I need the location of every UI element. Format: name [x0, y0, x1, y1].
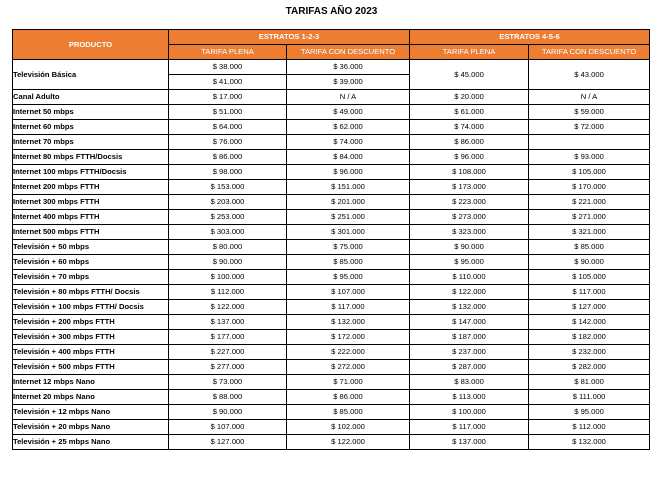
row-label: Internet 20 mbps Nano — [13, 390, 169, 405]
header-tarifa-descuento-1: TARIFA CON DESCUENTO — [287, 45, 410, 60]
cell-e456-plena: $ 20.000 — [410, 90, 529, 105]
cell-e456-plena: $ 86.000 — [410, 135, 529, 150]
header-producto: PRODUCTO — [13, 30, 169, 60]
table-row — [13, 225, 650, 240]
row-label: Televisión + 500 mbps FTTH — [13, 360, 169, 375]
cell-e456-plena: $ 100.000 — [410, 405, 529, 420]
cell-e456-plena: $ 95.000 — [410, 255, 529, 270]
cell-e456-plena: $ 90.000 — [410, 240, 529, 255]
table-row — [13, 150, 650, 165]
cell-e123-descuento: $ 122.000 — [287, 435, 410, 450]
cell-e456-plena: $ 45.000 — [410, 60, 529, 90]
table-row — [13, 435, 650, 450]
row-label: Internet 500 mbps FTTH — [13, 225, 169, 240]
table-row — [13, 240, 650, 255]
cell-e123-plena: $ 64.000 — [169, 120, 287, 135]
table-row — [13, 300, 650, 315]
table-row — [13, 135, 650, 150]
cell-e456-descuento: $ 232.000 — [529, 345, 650, 360]
cell-e123-descuento: $ 96.000 — [287, 165, 410, 180]
cell-e123-descuento: $ 107.000 — [287, 285, 410, 300]
table-row — [13, 120, 650, 135]
cell-e123-descuento: $ 75.000 — [287, 240, 410, 255]
cell-e123-plena: $ 90.000 — [169, 255, 287, 270]
cell-e456-plena: $ 323.000 — [410, 225, 529, 240]
row-label: Canal Adulto — [13, 90, 169, 105]
cell-e456-descuento: $ 81.000 — [529, 375, 650, 390]
cell-e456-descuento — [529, 135, 650, 150]
cell-e456-plena: $ 132.000 — [410, 300, 529, 315]
cell-e456-plena: $ 287.000 — [410, 360, 529, 375]
table-row — [13, 90, 650, 105]
cell-e123-plena: $ 127.000 — [169, 435, 287, 450]
cell-e456-descuento: $ 111.000 — [529, 390, 650, 405]
row-label: Televisión + 80 mbps FTTH/ Docsis — [13, 285, 169, 300]
cell-e456-descuento: $ 321.000 — [529, 225, 650, 240]
row-label: Televisión + 12 mbps Nano — [13, 405, 169, 420]
table-row — [13, 345, 650, 360]
cell-e123-descuento: $ 85.000 — [287, 255, 410, 270]
cell-e123-plena: $ 177.000 — [169, 330, 287, 345]
cell-e456-descuento: $ 282.000 — [529, 360, 650, 375]
cell-e456-plena: $ 61.000 — [410, 105, 529, 120]
row-label: Internet 70 mbps — [13, 135, 169, 150]
row-label: Internet 100 mbps FTTH/Docsis — [13, 165, 169, 180]
cell-e456-descuento: $ 105.000 — [529, 270, 650, 285]
row-label: Televisión + 400 mbps FTTH — [13, 345, 169, 360]
cell-e456-descuento: N / A — [529, 90, 650, 105]
cell-e123-plena: $ 17.000 — [169, 90, 287, 105]
cell-e123-descuento: $ 62.000 — [287, 120, 410, 135]
cell-e123-plena: $ 100.000 — [169, 270, 287, 285]
row-label: Televisión + 20 mbps Nano — [13, 420, 169, 435]
cell-e456-plena: $ 113.000 — [410, 390, 529, 405]
cell-e456-plena: $ 173.000 — [410, 180, 529, 195]
table-row — [13, 270, 650, 285]
table-row — [13, 405, 650, 420]
cell-e123-plena: $ 86.000 — [169, 150, 287, 165]
cell-e456-descuento: $ 85.000 — [529, 240, 650, 255]
header-tarifa-plena-1: TARIFA PLENA — [169, 45, 287, 60]
cell-e123-plena: $ 137.000 — [169, 315, 287, 330]
cell-e123-descuento: $ 172.000 — [287, 330, 410, 345]
table-row — [13, 195, 650, 210]
cell-e456-descuento: $ 271.000 — [529, 210, 650, 225]
cell-e456-descuento: $ 72.000 — [529, 120, 650, 135]
cell-e456-plena: $ 83.000 — [410, 375, 529, 390]
cell-e123-descuento: $ 251.000 — [287, 210, 410, 225]
row-label: Internet 60 mbps — [13, 120, 169, 135]
header-estratos-1-2-3: ESTRATOS 1-2-3 — [169, 30, 410, 45]
row-label: Televisión + 50 mbps — [13, 240, 169, 255]
table-row — [13, 360, 650, 375]
table-row — [13, 165, 650, 180]
cell-e456-plena: $ 147.000 — [410, 315, 529, 330]
cell-e123-descuento: $ 272.000 — [287, 360, 410, 375]
row-label: Televisión + 60 mbps — [13, 255, 169, 270]
table-row — [13, 105, 650, 120]
row-label: Internet 400 mbps FTTH — [13, 210, 169, 225]
cell-e123-descuento: $ 36.000 — [287, 60, 410, 75]
cell-e123-plena: $ 73.000 — [169, 375, 287, 390]
row-label: Internet 80 mbps FTTH/Docsis — [13, 150, 169, 165]
cell-e123-descuento: $ 84.000 — [287, 150, 410, 165]
table-row — [13, 375, 650, 390]
cell-e456-plena: $ 187.000 — [410, 330, 529, 345]
cell-e123-plena: $ 112.000 — [169, 285, 287, 300]
cell-e123-plena: $ 51.000 — [169, 105, 287, 120]
cell-e456-plena: $ 273.000 — [410, 210, 529, 225]
table-row — [13, 255, 650, 270]
row-label: Televisión Básica — [13, 60, 169, 90]
table-row — [13, 285, 650, 300]
cell-e123-plena: $ 253.000 — [169, 210, 287, 225]
cell-e456-descuento: $ 112.000 — [529, 420, 650, 435]
cell-e456-descuento: $ 90.000 — [529, 255, 650, 270]
cell-e456-descuento: $ 105.000 — [529, 165, 650, 180]
cell-e456-descuento: $ 142.000 — [529, 315, 650, 330]
cell-e123-plena: $ 107.000 — [169, 420, 287, 435]
header-estratos-4-5-6: ESTRATOS 4-5-6 — [410, 30, 650, 45]
table-row — [13, 180, 650, 195]
header-row-groups — [13, 30, 650, 45]
cell-e123-plena: $ 277.000 — [169, 360, 287, 375]
cell-e456-descuento: $ 43.000 — [529, 60, 650, 90]
cell-e123-descuento: $ 102.000 — [287, 420, 410, 435]
cell-e456-descuento: $ 93.000 — [529, 150, 650, 165]
row-label: Televisión + 200 mbps FTTH — [13, 315, 169, 330]
cell-e123-plena: $ 153.000 — [169, 180, 287, 195]
cell-e123-descuento: $ 301.000 — [287, 225, 410, 240]
cell-e123-plena: $ 98.000 — [169, 165, 287, 180]
cell-e123-plena: $ 41.000 — [169, 75, 287, 90]
cell-e123-plena: $ 203.000 — [169, 195, 287, 210]
cell-e123-plena: $ 76.000 — [169, 135, 287, 150]
cell-e123-descuento: $ 222.000 — [287, 345, 410, 360]
cell-e123-plena: $ 122.000 — [169, 300, 287, 315]
cell-e123-descuento: $ 132.000 — [287, 315, 410, 330]
header-tarifa-descuento-2: TARIFA CON DESCUENTO — [529, 45, 650, 60]
row-label: Internet 50 mbps — [13, 105, 169, 120]
cell-e456-plena: $ 223.000 — [410, 195, 529, 210]
cell-e456-plena: $ 108.000 — [410, 165, 529, 180]
row-label: Televisión + 70 mbps — [13, 270, 169, 285]
cell-e123-descuento: $ 49.000 — [287, 105, 410, 120]
cell-e456-descuento: $ 127.000 — [529, 300, 650, 315]
cell-e456-descuento: $ 117.000 — [529, 285, 650, 300]
cell-e123-descuento: $ 201.000 — [287, 195, 410, 210]
cell-e456-descuento: $ 59.000 — [529, 105, 650, 120]
cell-e123-descuento: N / A — [287, 90, 410, 105]
page-title: TARIFAS AÑO 2023 — [285, 6, 378, 17]
cell-e123-descuento: $ 39.000 — [287, 75, 410, 90]
cell-e123-descuento: $ 74.000 — [287, 135, 410, 150]
row-label: Internet 200 mbps FTTH — [13, 180, 169, 195]
cell-e456-plena: $ 110.000 — [410, 270, 529, 285]
table-row — [13, 210, 650, 225]
table-row — [13, 330, 650, 345]
table-row — [13, 60, 650, 75]
cell-e123-plena: $ 227.000 — [169, 345, 287, 360]
cell-e123-descuento: $ 95.000 — [287, 270, 410, 285]
cell-e456-plena: $ 96.000 — [410, 150, 529, 165]
cell-e123-plena: $ 303.000 — [169, 225, 287, 240]
cell-e123-plena: $ 80.000 — [169, 240, 287, 255]
cell-e456-plena: $ 137.000 — [410, 435, 529, 450]
cell-e456-plena: $ 122.000 — [410, 285, 529, 300]
row-label: Televisión + 300 mbps FTTH — [13, 330, 169, 345]
cell-e456-descuento: $ 221.000 — [529, 195, 650, 210]
row-label: Televisión + 25 mbps Nano — [13, 435, 169, 450]
table-row — [13, 420, 650, 435]
cell-e123-plena: $ 38.000 — [169, 60, 287, 75]
cell-e456-descuento: $ 170.000 — [529, 180, 650, 195]
tariffs-table — [12, 29, 650, 450]
cell-e456-plena: $ 237.000 — [410, 345, 529, 360]
cell-e123-descuento: $ 151.000 — [287, 180, 410, 195]
cell-e123-plena: $ 88.000 — [169, 390, 287, 405]
table-body — [13, 60, 650, 450]
table-row — [13, 390, 650, 405]
cell-e456-descuento: $ 182.000 — [529, 330, 650, 345]
cell-e456-descuento: $ 95.000 — [529, 405, 650, 420]
table-row — [13, 315, 650, 330]
row-label: Internet 12 mbps Nano — [13, 375, 169, 390]
cell-e456-plena: $ 74.000 — [410, 120, 529, 135]
header-tarifa-plena-2: TARIFA PLENA — [410, 45, 529, 60]
cell-e123-descuento: $ 86.000 — [287, 390, 410, 405]
row-label: Televisión + 100 mbps FTTH/ Docsis — [13, 300, 169, 315]
row-label: Internet 300 mbps FTTH — [13, 195, 169, 210]
cell-e123-descuento: $ 85.000 — [287, 405, 410, 420]
cell-e123-plena: $ 90.000 — [169, 405, 287, 420]
cell-e456-descuento: $ 132.000 — [529, 435, 650, 450]
cell-e123-descuento: $ 71.000 — [287, 375, 410, 390]
cell-e456-plena: $ 117.000 — [410, 420, 529, 435]
cell-e123-descuento: $ 117.000 — [287, 300, 410, 315]
